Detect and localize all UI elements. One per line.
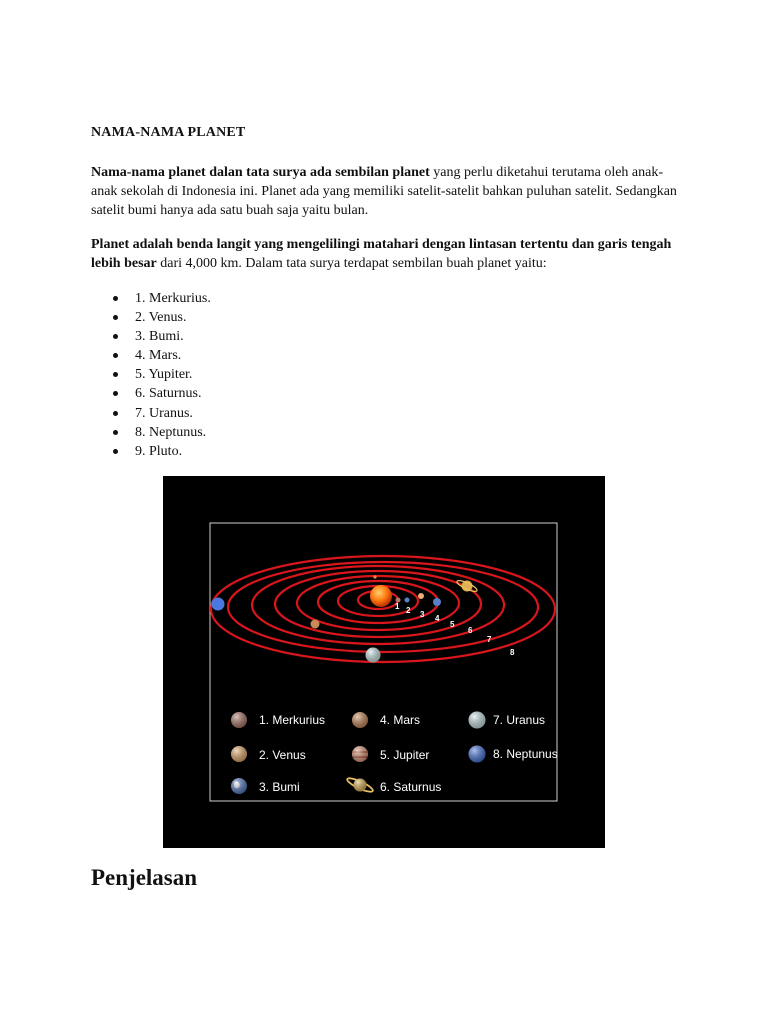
- legend-label: 6. Saturnus: [380, 780, 442, 794]
- legend-label: 4. Mars: [380, 713, 421, 727]
- orbit-number: 3: [420, 610, 425, 619]
- orbit-number: 8: [510, 648, 515, 657]
- orbit-number: 6: [468, 626, 473, 635]
- list-item: 3. Bumi.: [110, 327, 211, 346]
- page-title: NAMA-NAMA PLANET: [91, 125, 246, 140]
- planet-list: [110, 289, 211, 461]
- pluto-icon: [373, 575, 376, 578]
- orbit-number: 1: [395, 602, 400, 611]
- merkurius-icon-shade: [231, 712, 247, 728]
- legend-label: 8. Neptunus: [493, 747, 558, 761]
- bumi-icon-shade: [231, 778, 247, 794]
- list-item: 8. Neptunus.: [110, 423, 211, 442]
- orbit-number: 5: [450, 620, 455, 629]
- mars-icon-shade: [352, 712, 368, 728]
- uranus-orbit-shade: [366, 648, 381, 663]
- neptunus-orbit-icon: [433, 598, 441, 606]
- list-item: 7. Uranus.: [110, 404, 211, 423]
- list-item: 5. Yupiter.: [110, 365, 211, 384]
- list-item: 9. Pluto.: [110, 442, 211, 461]
- legend: [231, 712, 558, 795]
- neptunus-left-icon: [212, 598, 225, 611]
- orbit-number: 2: [406, 606, 411, 615]
- solar-system-figure: [163, 476, 605, 848]
- orbit-number: 4: [435, 614, 440, 623]
- legend-label: 7. Uranus: [493, 713, 546, 727]
- sun-icon: [370, 585, 392, 607]
- venus-icon-shade: [231, 746, 247, 762]
- saturnus-icon: [346, 776, 374, 794]
- list-item: 6. Saturnus.: [110, 384, 211, 403]
- neptunus-icon-shade: [469, 746, 486, 763]
- uranus-icon-shade: [469, 712, 486, 729]
- legend-label: 3. Bumi: [259, 780, 300, 794]
- list-item: 1. Merkurius.: [110, 289, 211, 308]
- list-item: 2. Venus.: [110, 308, 211, 327]
- legend-label: 1. Merkurius: [259, 713, 326, 727]
- orbit-number: 7: [487, 635, 492, 644]
- definition-bold-text: Planet adalah benda langit yang mengelilingi matahari dengan lintasan tertentu dan garis tengah lebih besar: [91, 237, 672, 271]
- intro-text: yang perlu diketahui terutama oleh anak-anak sekolah di Indonesia ini. Planet ada yang memiliki satelit-satelit bahkan puluhan satelit. Sedangkan satelit bumi hanya ada satu buah saja yaitu bulan.: [91, 165, 677, 218]
- jupiter-icon-shade: [352, 746, 368, 762]
- orbit-group: [211, 556, 555, 662]
- intro-bold-text: Nama-nama planet dalan tata surya ada sembilan planet: [91, 165, 430, 180]
- definition-paragraph: [91, 235, 681, 273]
- venus-orbit-icon: [418, 593, 424, 599]
- legend-label: 2. Venus: [259, 748, 306, 762]
- bumi-orbit-icon: [405, 598, 410, 603]
- mars-orbit-icon: [311, 620, 320, 629]
- solar-system-diagram: [163, 476, 605, 848]
- definition-text: dari 4,000 km. Dalam tata surya terdapat sembilan buah planet yaitu:: [156, 256, 547, 271]
- legend-label: 5. Jupiter: [380, 748, 430, 762]
- section-heading: Penjelasan: [91, 865, 198, 890]
- intro-paragraph: [91, 163, 681, 220]
- list-item: 4. Mars.: [110, 346, 211, 365]
